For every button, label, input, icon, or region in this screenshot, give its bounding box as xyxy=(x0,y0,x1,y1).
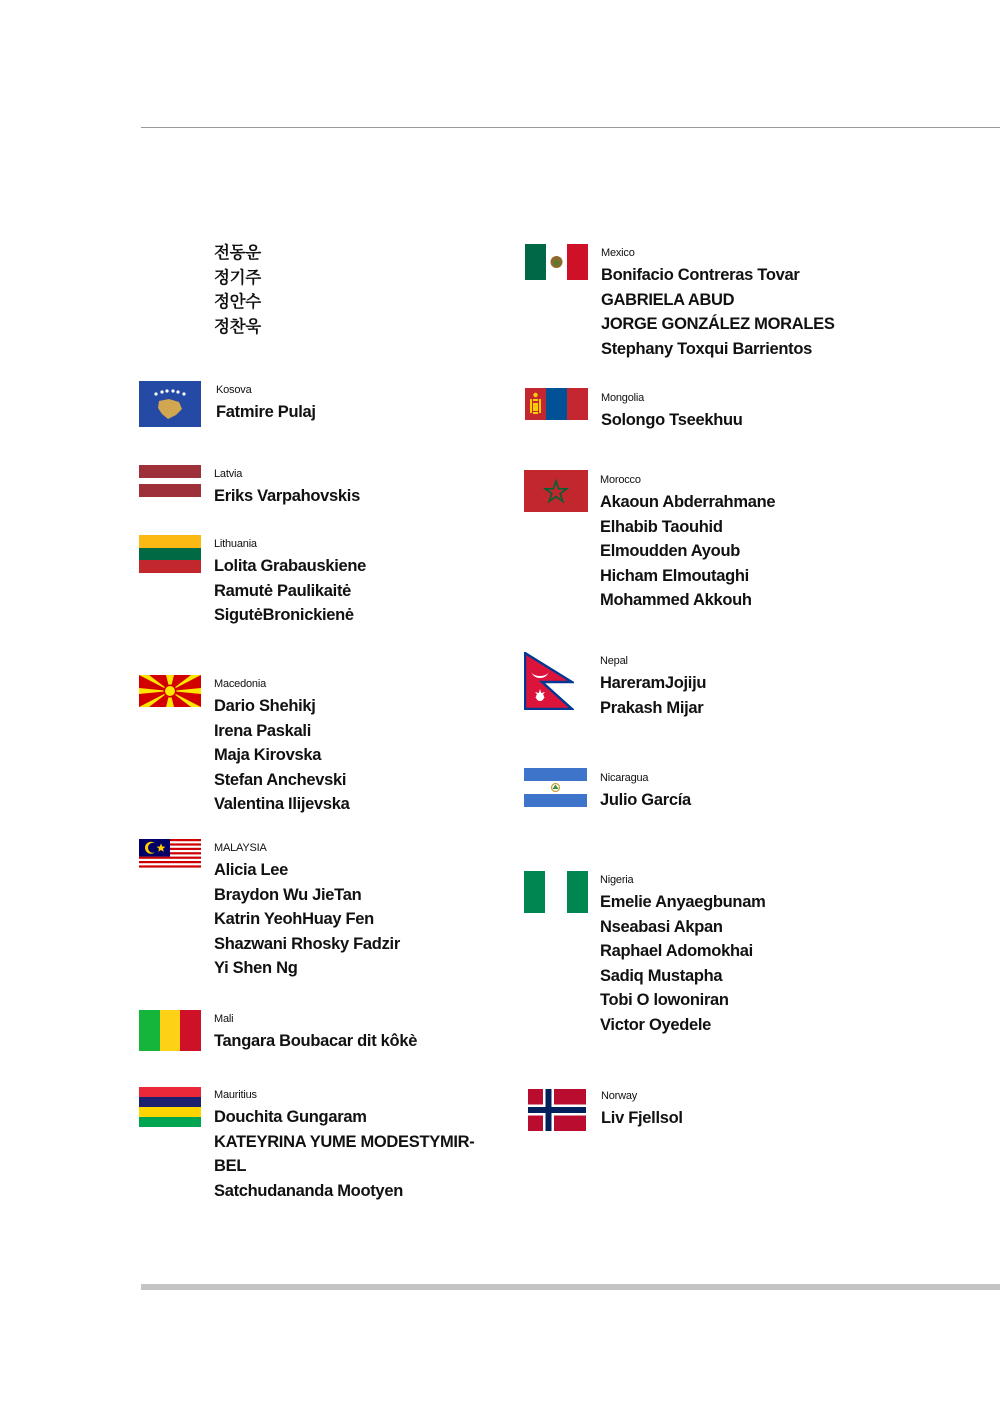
country-section-macedonia xyxy=(214,677,350,817)
participant-name: Tobi O lowoniran xyxy=(600,991,729,1009)
participant-name: Irena Paskali xyxy=(214,721,312,740)
participant-name: Mohammed Akkouh xyxy=(600,591,752,609)
participant-name: Victor Oyedele xyxy=(600,1015,712,1034)
top-divider xyxy=(141,127,1000,128)
participant-name: Nseabasi Akpan xyxy=(600,917,723,936)
country-name: Latvia xyxy=(214,468,243,480)
participant-name: Eriks Varpahovskis xyxy=(214,487,360,505)
participant-name: Prakash Mijar xyxy=(600,698,704,717)
participant-name: Elmoudden Ayoub xyxy=(600,542,741,560)
country-name: Kosova xyxy=(216,384,252,396)
country-section-mongolia xyxy=(601,391,743,433)
country-section-malaysia xyxy=(214,841,400,981)
country-section-mauritius xyxy=(214,1088,476,1203)
participant-name: Stefan Anchevski xyxy=(214,770,347,789)
country-name: Nepal xyxy=(600,655,628,667)
participant-name: Alicia Lee xyxy=(214,861,289,879)
participant-name: 정기주 xyxy=(214,268,261,287)
participant-name: SigutėBronickienė xyxy=(214,606,354,624)
participant-name: Hicham Elmoutaghi xyxy=(600,566,749,585)
flag-nepal-icon xyxy=(524,652,574,710)
flag-latvia-icon xyxy=(139,465,201,497)
country-name: Lithuania xyxy=(214,538,257,550)
flag-mongolia-icon xyxy=(525,388,588,420)
flag-mali-icon xyxy=(139,1010,201,1051)
participant-name: Maja Kirovska xyxy=(214,746,322,764)
bottom-divider xyxy=(141,1284,1000,1290)
country-section-latvia xyxy=(214,467,360,509)
participant-name: Julio García xyxy=(600,791,691,809)
participant-name: Akaoun Abderrahmane xyxy=(600,493,776,511)
flag-mexico-icon xyxy=(525,244,588,280)
participant-name: Fatmire Pulaj xyxy=(216,403,316,421)
country-section-mali xyxy=(214,1012,417,1054)
participant-name: Bonifacio Contreras Tovar xyxy=(601,266,800,284)
participant-name: Sadiq Mustapha xyxy=(600,966,723,985)
participant-name: GABRIELA ABUD xyxy=(601,290,735,309)
flag-norway-icon xyxy=(528,1089,586,1131)
participant-name: KATEYRINA YUME MODESTYMIR-BEL xyxy=(214,1132,475,1175)
country-name: Mexico xyxy=(601,247,635,259)
country-name: Nicaragua xyxy=(600,772,649,784)
flag-malaysia-icon xyxy=(139,839,201,870)
country-name: MALAYSIA xyxy=(214,842,267,854)
participant-name: Katrin YeohHuay Fen xyxy=(214,910,374,928)
flag-kosovo-icon xyxy=(139,381,201,427)
flag-macedonia-icon xyxy=(139,675,201,707)
country-section-nicaragua xyxy=(600,771,691,813)
participant-name: Stephany Toxqui Barrientos xyxy=(601,339,813,358)
participant-name: JORGE GONZÁLEZ MORALES xyxy=(601,315,835,333)
participant-name: Ramutė Paulikaitė xyxy=(214,581,352,600)
participant-name: Braydon Wu JieTan xyxy=(214,885,362,904)
participant-name: 전동운 xyxy=(214,244,261,262)
participant-name: Emelie Anyaegbunam xyxy=(600,893,766,911)
participant-name: Lolita Grabauskiene xyxy=(214,557,367,575)
participant-name: Elhabib Taouhid xyxy=(600,517,723,536)
flag-nicaragua-icon xyxy=(524,768,587,807)
participant-name: Douchita Gungaram xyxy=(214,1108,367,1126)
flag-morocco-icon xyxy=(524,470,588,512)
country-name: Mauritius xyxy=(214,1089,257,1101)
flag-lithuania-icon xyxy=(139,535,201,573)
participant-name: Shazwani Rhosky Fadzir xyxy=(214,934,400,953)
country-name: Norway xyxy=(601,1090,638,1102)
participant-name: 정안수 xyxy=(214,293,261,311)
flag-mauritius-icon xyxy=(139,1087,201,1127)
participant-name: Solongo Tseekhuu xyxy=(601,411,743,429)
flag-nigeria-icon xyxy=(524,871,588,913)
country-section-nigeria xyxy=(600,873,765,1037)
country-section-kosovo xyxy=(216,383,316,425)
participant-name: Raphael Adomokhai xyxy=(600,942,753,960)
participant-name: Yi Shen Ng xyxy=(214,959,298,977)
country-name: Nigeria xyxy=(600,874,634,886)
participant-name: Valentina Ilijevska xyxy=(214,795,350,813)
korea-names-continued xyxy=(214,241,261,339)
participant-name: Tangara Boubacar dit kôkè xyxy=(214,1032,418,1050)
participant-name: 정찬욱 xyxy=(214,317,261,336)
country-name: Mongolia xyxy=(601,392,645,404)
country-name: Mali xyxy=(214,1013,234,1025)
participant-name: Liv Fjellsol xyxy=(601,1109,683,1127)
country-name: Morocco xyxy=(600,474,641,486)
participant-name: Satchudananda Mootyen xyxy=(214,1181,403,1200)
participant-name: Dario Shehikj xyxy=(214,697,316,715)
country-section-lithuania xyxy=(214,537,366,628)
participant-name: HareramJojiju xyxy=(600,674,707,692)
country-section-norway xyxy=(601,1089,683,1131)
country-section-morocco xyxy=(600,473,775,613)
country-section-nepal xyxy=(600,654,706,720)
country-section-mexico xyxy=(601,246,835,361)
country-name: Macedonia xyxy=(214,678,267,690)
